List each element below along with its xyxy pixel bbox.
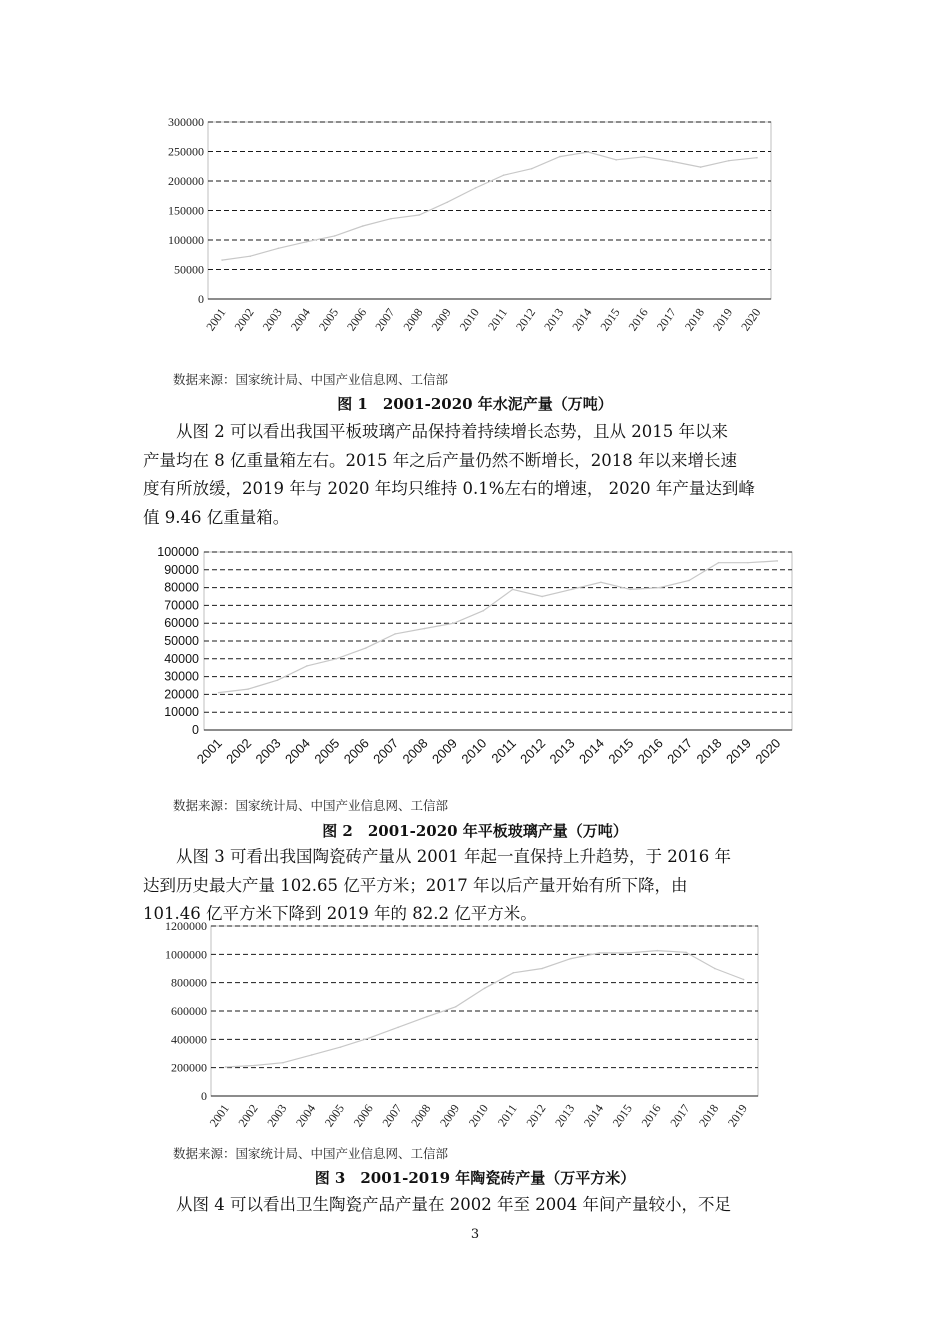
paragraph-line: 产量均在 8 亿重量箱左右。2015 年之后产量仍然不断增长，2018 年以来增长速 (143, 450, 737, 470)
x-tick-label: 2016 (638, 1101, 664, 1130)
x-tick-label: 2003 (259, 305, 285, 334)
page-number: 3 (470, 1227, 480, 1242)
y-tick-label: 10000 (164, 705, 199, 720)
y-tick-label: 600000 (171, 1004, 207, 1018)
y-tick-label: 40000 (164, 651, 199, 666)
x-tick-label: 2013 (552, 1101, 578, 1130)
paragraph-line: 从图 4 可以看出卫生陶瓷产品产量在 2002 年至 2004 年间产量较小，不足 (176, 1195, 731, 1214)
chart-3-source: 数据来源：国家统计局、中国产业信息网、工信部 (173, 1146, 449, 1161)
x-tick-label: 2006 (344, 305, 370, 334)
data-point (743, 979, 745, 981)
x-tick-label: 2010 (456, 305, 482, 334)
y-tick-label: 1200000 (165, 919, 207, 933)
y-tick-label: 400000 (171, 1032, 207, 1047)
chart-2-caption: 图 2 2001-2020 年平板玻璃产量（万吨） (322, 822, 628, 840)
y-tick-label: 300000 (168, 115, 204, 129)
y-tick-label: 100000 (157, 545, 199, 559)
x-tick-label: 2010 (465, 1101, 491, 1130)
x-tick-label: 2008 (399, 735, 431, 767)
chart-3-caption: 图 3 2001-2019 年陶瓷砖产量（万平方米） (314, 1169, 636, 1187)
y-tick-label: 800000 (171, 975, 207, 990)
y-tick-label: 90000 (164, 562, 199, 577)
x-tick-label: 2001 (203, 305, 229, 334)
x-tick-label: 2007 (370, 735, 402, 767)
x-tick-label: 2009 (428, 735, 461, 767)
y-tick-label: 0 (192, 723, 199, 737)
x-tick-label: 2019 (724, 1101, 751, 1130)
x-tick-label: 2012 (523, 1101, 549, 1130)
data-point (484, 988, 486, 990)
y-tick-label: 250000 (168, 144, 204, 159)
y-tick-label: 30000 (164, 669, 199, 684)
series-line (225, 951, 743, 1067)
x-tick-label: 2015 (609, 1101, 635, 1130)
x-tick-label: 2013 (546, 735, 578, 767)
y-tick-label: 20000 (164, 687, 199, 702)
x-tick-label: 2001 (193, 735, 225, 767)
x-tick-label: 2008 (408, 1101, 434, 1130)
x-tick-label: 2001 (206, 1101, 232, 1130)
x-tick-label: 2014 (569, 305, 595, 334)
paragraph-line: 101.46 亿平方米下降到 2019 年的 82.2 亿平方米。 (143, 904, 537, 923)
data-point (397, 1026, 399, 1028)
x-tick-label: 2013 (541, 305, 567, 334)
y-tick-label: 1000000 (165, 947, 207, 962)
y-tick-label: 200000 (168, 174, 204, 188)
x-tick-label: 2004 (292, 1101, 319, 1130)
x-tick-label: 2016 (634, 735, 666, 767)
x-tick-label: 2003 (264, 1101, 290, 1130)
x-tick-label: 2014 (580, 1101, 607, 1130)
x-tick-label: 2011 (488, 735, 519, 766)
paragraph-line: 从图 3 可看出我国陶瓷砖产量从 2001 年起一直保持上升趋势，于 2016 年 (176, 847, 731, 866)
y-tick-label: 60000 (164, 616, 199, 631)
data-point (253, 1065, 255, 1067)
x-tick-label: 2007 (379, 1101, 405, 1130)
x-tick-label: 2020 (738, 305, 764, 334)
chart-2-source: 数据来源：国家统计局、中国产业信息网、工信部 (173, 798, 449, 813)
x-tick-label: 2019 (709, 305, 736, 334)
data-point (599, 952, 601, 954)
x-tick-label: 2005 (311, 735, 343, 767)
chart-1-source: 数据来源：国家统计局、中国产业信息网、工信部 (173, 372, 449, 387)
data-point (512, 972, 514, 974)
y-tick-label: 70000 (164, 598, 199, 613)
data-point (455, 1006, 457, 1008)
x-tick-label: 2002 (231, 305, 257, 334)
paragraph-line: 值 9.46 亿重量箱。 (143, 507, 290, 527)
x-tick-label: 2009 (436, 1101, 463, 1130)
x-tick-label: 2010 (458, 735, 490, 767)
data-point (541, 968, 543, 970)
x-tick-label: 2005 (321, 1101, 348, 1130)
data-point (714, 968, 716, 970)
y-tick-label: 0 (201, 1089, 207, 1103)
x-tick-label: 2011 (494, 1101, 520, 1130)
x-tick-label: 2005 (315, 305, 342, 334)
y-tick-label: 0 (198, 292, 204, 306)
x-tick-label: 2012 (512, 305, 539, 334)
x-tick-label: 2004 (287, 305, 313, 334)
data-point (656, 950, 658, 952)
x-tick-label: 2002 (223, 735, 255, 767)
x-tick-label: 2016 (625, 305, 651, 334)
data-point (311, 1054, 313, 1056)
y-tick-label: 100000 (168, 233, 204, 247)
x-tick-label: 2003 (252, 735, 284, 767)
y-tick-label: 50000 (164, 634, 199, 648)
y-tick-label: 50000 (174, 262, 204, 277)
x-tick-label: 2012 (517, 735, 549, 767)
data-point (685, 951, 687, 953)
data-point (570, 958, 572, 960)
x-tick-label: 2019 (722, 735, 755, 767)
data-point (369, 1037, 371, 1039)
x-tick-label: 2015 (605, 735, 637, 767)
y-tick-label: 150000 (168, 203, 204, 218)
chart-1-caption: 图 1 2001-2020 年水泥产量（万吨） (337, 395, 613, 413)
x-tick-label: 2018 (681, 305, 708, 334)
x-tick-label: 2018 (693, 735, 725, 767)
x-tick-label: 2017 (653, 305, 679, 334)
x-tick-label: 2018 (696, 1101, 722, 1130)
paragraph-line: 从图 2 可以看出我国平板玻璃产品保持着持续增长态势，且从 2015 年以来 (176, 422, 728, 441)
data-point (340, 1046, 342, 1048)
x-tick-label: 2006 (350, 1101, 376, 1130)
x-tick-label: 2008 (400, 305, 426, 334)
paragraph-sanitary-ceramics (143, 1191, 813, 1220)
x-tick-label: 2015 (597, 305, 623, 334)
data-point (225, 1066, 227, 1068)
x-tick-label: 2009 (428, 305, 454, 334)
x-tick-label: 2011 (485, 305, 511, 334)
x-tick-label: 2007 (372, 305, 398, 334)
data-point (628, 952, 630, 954)
x-tick-label: 2006 (340, 735, 372, 767)
x-tick-label: 2002 (235, 1101, 261, 1130)
x-tick-label: 2017 (667, 1101, 693, 1130)
y-tick-label: 80000 (164, 580, 199, 595)
data-point (282, 1062, 284, 1064)
x-tick-label: 2017 (664, 735, 696, 767)
x-tick-label: 2004 (281, 735, 314, 767)
paragraph-line: 度有所放缓，2019 年与 2020 年均只维持 0.1%左右的增速， 2020 年产量达到峰 (143, 479, 755, 498)
data-point (426, 1016, 428, 1018)
x-tick-label: 2020 (752, 735, 784, 767)
paragraph-line: 达到历史最大产量 102.65 亿平方米；2017 年以后产量开始有所下降，由 (143, 875, 688, 895)
x-tick-label: 2014 (575, 735, 608, 767)
y-tick-label: 200000 (171, 1060, 207, 1075)
